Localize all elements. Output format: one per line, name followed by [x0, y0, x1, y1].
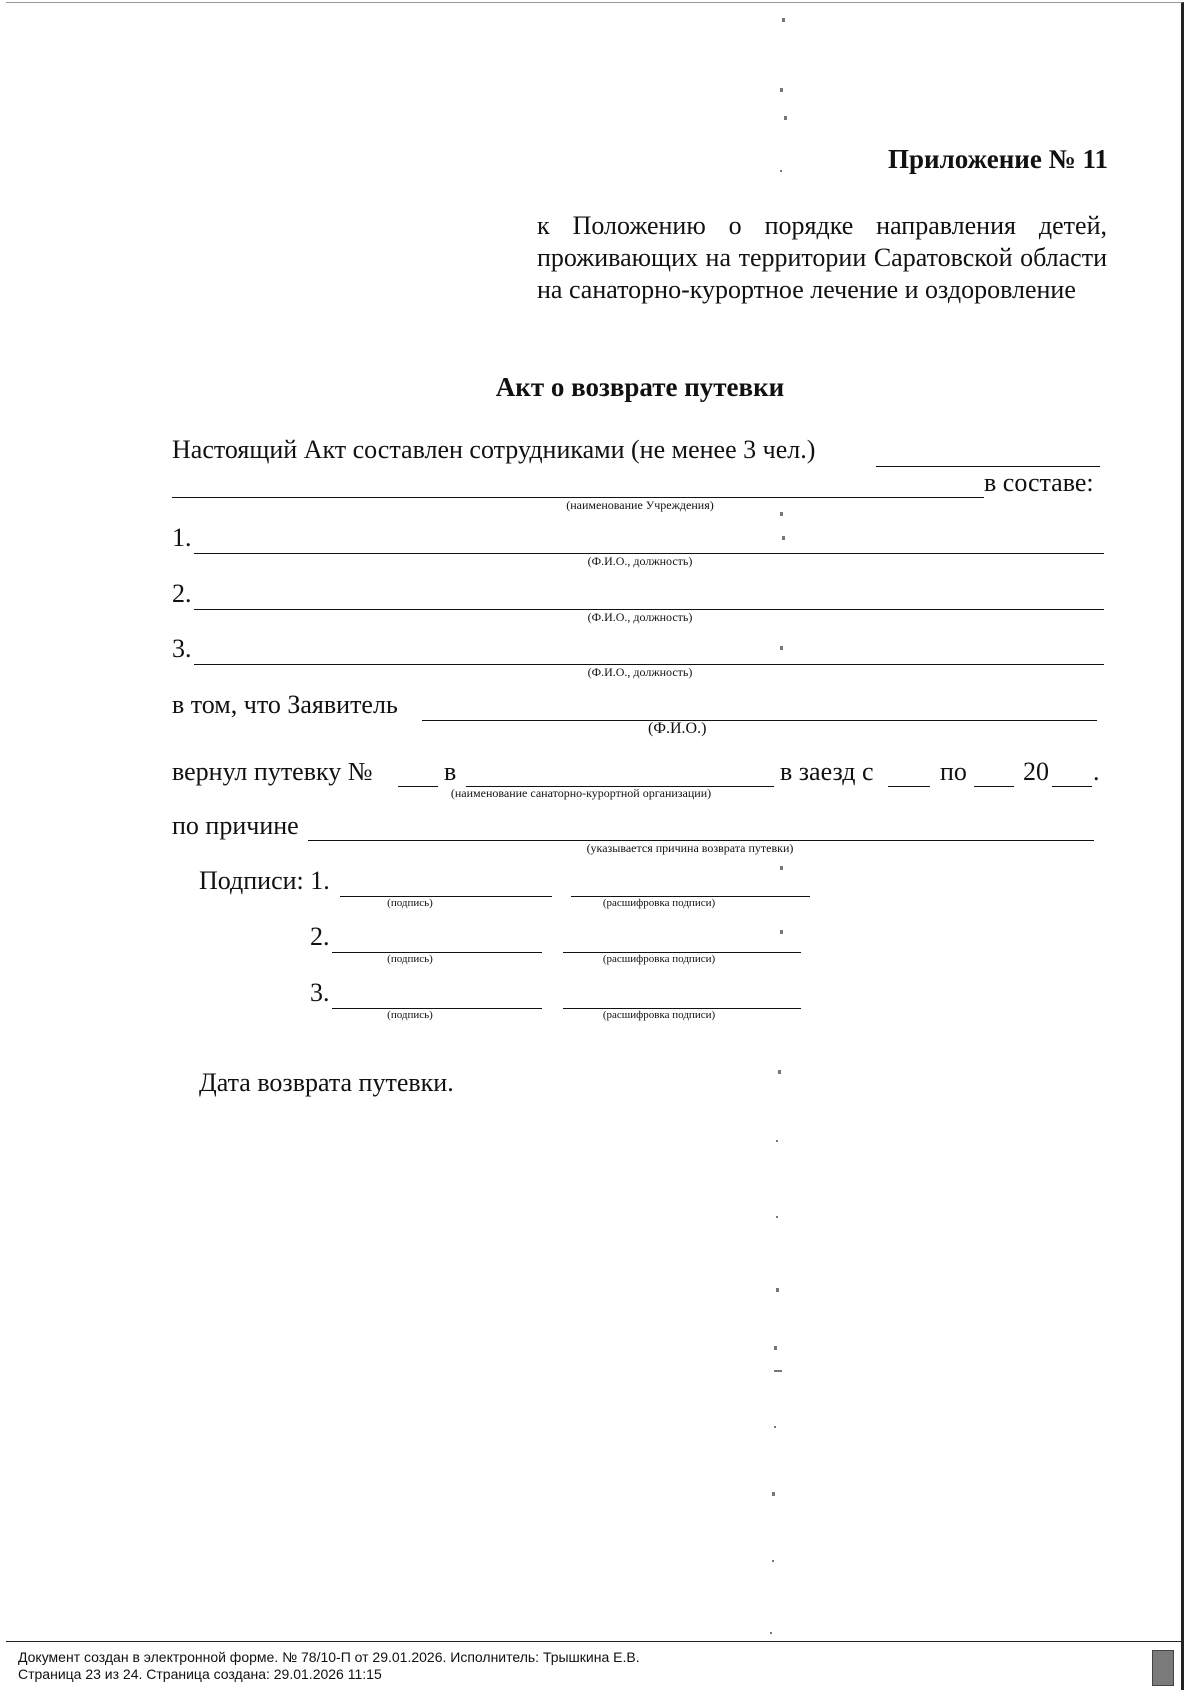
scan-speck: [774, 1370, 782, 1372]
returned-label: вернул путевку №: [172, 757, 373, 786]
footer-line-1: Документ создан в электронной форме. № 78/10-П от 29.01.2026. Исполнитель: Трышкина Е.В.: [18, 1649, 640, 1665]
signature-decode-caption: (расшифровка подписи): [602, 1009, 716, 1021]
scan-speck: [780, 646, 783, 650]
member-number: 2.: [172, 579, 192, 608]
member-caption: (Ф.И.О., должность): [587, 554, 693, 568]
scan-speck: [780, 88, 783, 92]
scan-speck: [784, 116, 787, 120]
document-seal-icon: [1152, 1650, 1174, 1686]
member-caption: (Ф.И.О., должность): [587, 610, 693, 624]
document-footer: [6, 1641, 1184, 1691]
footer-line-2: Страница 23 из 24. Страница создана: 29.01.2026 11:15: [18, 1666, 382, 1682]
document-title: Акт о возврате путевки: [495, 372, 785, 402]
scan-speck: [770, 1632, 772, 1634]
year-blank: [1052, 786, 1092, 787]
arrival-to-blank: [974, 786, 1014, 787]
applicant-label: в том, что Заявитель: [172, 690, 398, 719]
scan-speck: [776, 1140, 778, 1142]
applicant-blank: [422, 720, 1097, 721]
scan-speck: [780, 866, 783, 870]
scan-speck: [772, 1492, 775, 1496]
scan-speck: [782, 18, 785, 22]
scan-speck: [772, 1560, 774, 1562]
reason-label: по причине: [172, 811, 299, 840]
appendix-reference: к Положению о порядке направления детей, проживающих на территории Саратовской области на санаторно-курортное лечение и оздоровление: [537, 211, 1107, 304]
signature-decode-caption: (расшифровка подписи): [602, 897, 716, 909]
member-caption: (Ф.И.О., должность): [587, 665, 693, 679]
institution-caption: (наименование Учреждения): [566, 498, 714, 512]
arrival-from-blank: [888, 786, 930, 787]
reason-caption: (указывается причина возврата путевки): [586, 841, 794, 855]
signature-caption: (подпись): [387, 953, 433, 965]
scan-speck: [774, 1426, 776, 1428]
member-number: 3.: [172, 634, 192, 663]
member-number: 1.: [172, 523, 192, 552]
signature-caption: (подпись): [387, 897, 433, 909]
appendix-title: Приложение № 11: [888, 144, 1108, 174]
scan-speck: [776, 1216, 778, 1218]
scan-speck: [780, 170, 782, 172]
applicant-caption: (Ф.И.О.): [648, 720, 707, 737]
arrival-label: в заезд с: [780, 757, 874, 786]
signatures-label: Подписи: 1.: [199, 866, 330, 895]
scan-speck: [780, 930, 783, 934]
scan-speck: [778, 1070, 781, 1074]
signature-decode-caption: (расшифровка подписи): [602, 953, 716, 965]
period: .: [1093, 757, 1100, 786]
return-date-label: Дата возврата путевки.: [199, 1068, 454, 1097]
voucher-number-blank: [398, 786, 438, 787]
signature-number: 3.: [310, 978, 330, 1007]
signature-caption: (подпись): [387, 1009, 433, 1021]
year-prefix: 20: [1023, 757, 1049, 786]
scan-speck: [776, 1288, 779, 1292]
intro-blank: [876, 466, 1100, 467]
organization-caption: (наименование санаторно-курортной организации): [450, 786, 712, 800]
scan-speck: [774, 1346, 777, 1350]
in-label: в: [444, 757, 457, 786]
signature-number: 2.: [310, 922, 330, 951]
scan-speck: [782, 536, 785, 540]
to-label: по: [940, 757, 967, 786]
in-composition-label: в составе:: [984, 468, 1094, 497]
act-intro: Настоящий Акт составлен сотрудниками (не менее 3 чел.): [172, 435, 816, 464]
